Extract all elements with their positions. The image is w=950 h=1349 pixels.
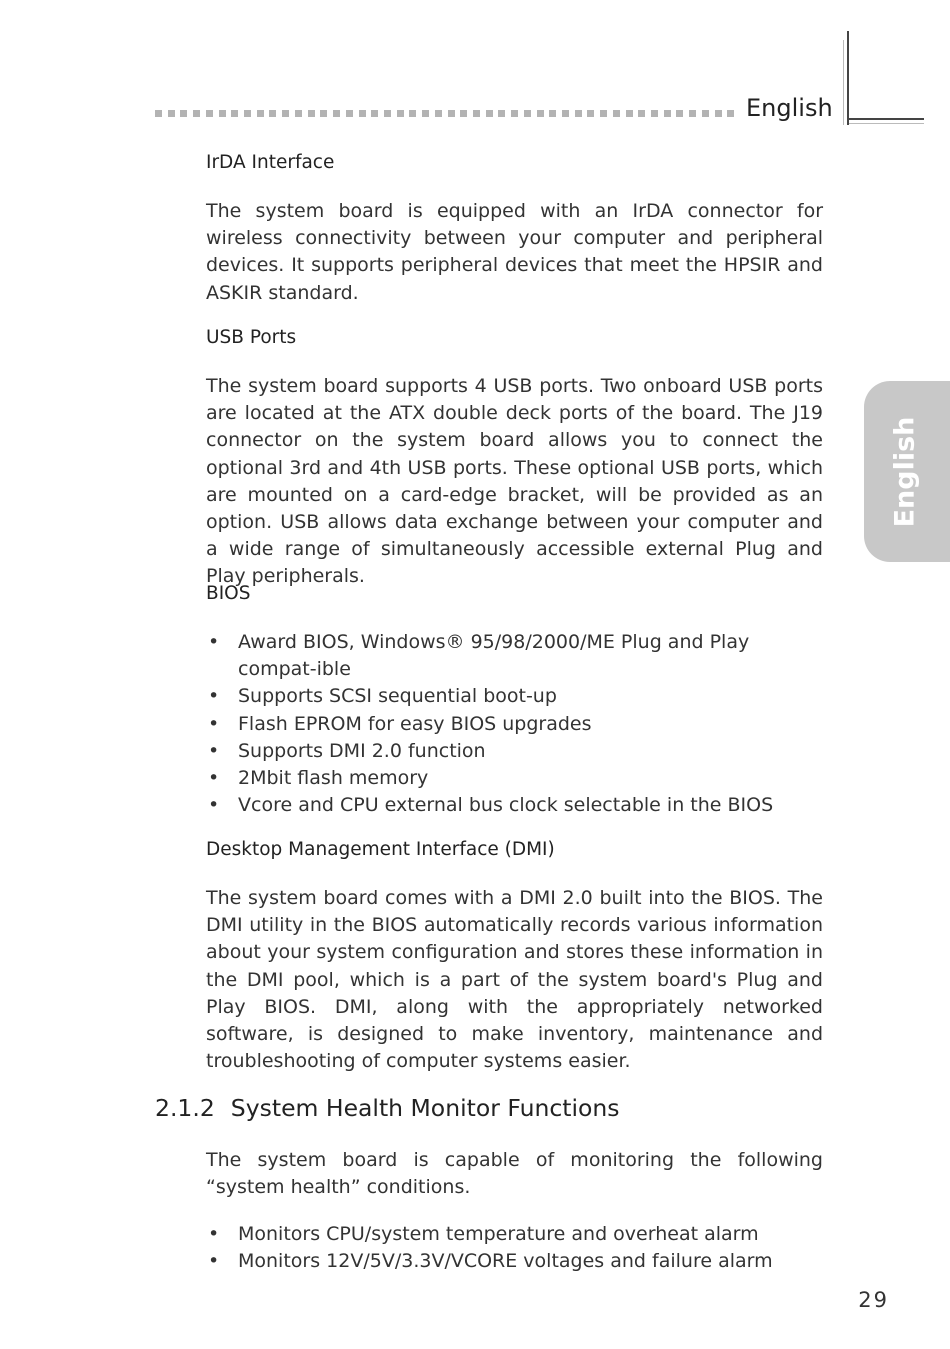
- section-heading: [155, 1094, 620, 1122]
- usb-heading: USB Ports: [206, 327, 297, 348]
- list-item: • Monitors CPU/system temperature and overheat alarm: [206, 1221, 823, 1248]
- usb-paragraph: The system board supports 4 USB ports. Two onboard USB ports are located at the ATX double deck ports of the board. The J19 connector on the system board allows you to connect the optional 3rd and 4th USB ports. These optional USB ports, which are mounted on a card-edge bracket, will be provided as an option. USB allows data exchange between your computer and a wide range of simultaneously accessible external Plug and Play peripherals.: [206, 375, 823, 588]
- bios-feature-list: [206, 629, 823, 819]
- section-number: 2.1.2: [155, 1094, 215, 1122]
- corner-mark-horizontal: [847, 118, 924, 120]
- section-title: System Health Monitor Functions: [230, 1094, 620, 1122]
- health-feature-list: [206, 1221, 823, 1275]
- corner-mark-shadow-horizontal: [847, 123, 924, 124]
- bios-heading: BIOS: [206, 583, 251, 604]
- corner-mark-vertical: [847, 31, 849, 125]
- list-item: • Supports DMI 2.0 function: [206, 738, 823, 765]
- header-language-label: English: [746, 94, 833, 122]
- list-item: • Vcore and CPU external bus clock selectable in the BIOS: [206, 792, 823, 819]
- list-item: • Monitors 12V/5V/3.3V/VCORE voltages and failure alarm: [206, 1248, 823, 1275]
- dmi-paragraph: The system board comes with a DMI 2.0 built into the BIOS. The DMI utility in the BIOS automatically records various information about your system configuration and stores these information in the DMI pool, which is a part of the system board's Plug and Play BIOS. DMI, along with the appropriately networked software, is designed to make inventory, maintenance and troubleshooting of computer systems easier.: [206, 887, 823, 1073]
- list-item: • 2Mbit flash memory: [206, 765, 823, 792]
- list-item: • Award BIOS, Windows® 95/98/2000/ME Plug and Play compat-ible: [206, 629, 823, 683]
- corner-mark-shadow-vertical: [843, 40, 844, 125]
- irda-heading: IrDA Interface: [206, 152, 335, 173]
- list-item: • Supports SCSI sequential boot-up: [206, 683, 823, 710]
- irda-paragraph: The system board is equipped with an IrDA connector for wireless connectivity between your computer and peripheral devices. It supports peripheral devices that meet the HPSIR and ASKIR standard.: [206, 200, 823, 304]
- side-language-tab-label: English: [889, 416, 921, 528]
- health-paragraph: The system board is capable of monitoring the following “system health” conditions.: [206, 1149, 823, 1199]
- header-dotted-rule: [155, 110, 735, 118]
- page-number: 29: [858, 1288, 889, 1312]
- dmi-heading: Desktop Management Interface (DMI): [206, 839, 555, 860]
- list-item: • Flash EPROM for easy BIOS upgrades: [206, 711, 823, 738]
